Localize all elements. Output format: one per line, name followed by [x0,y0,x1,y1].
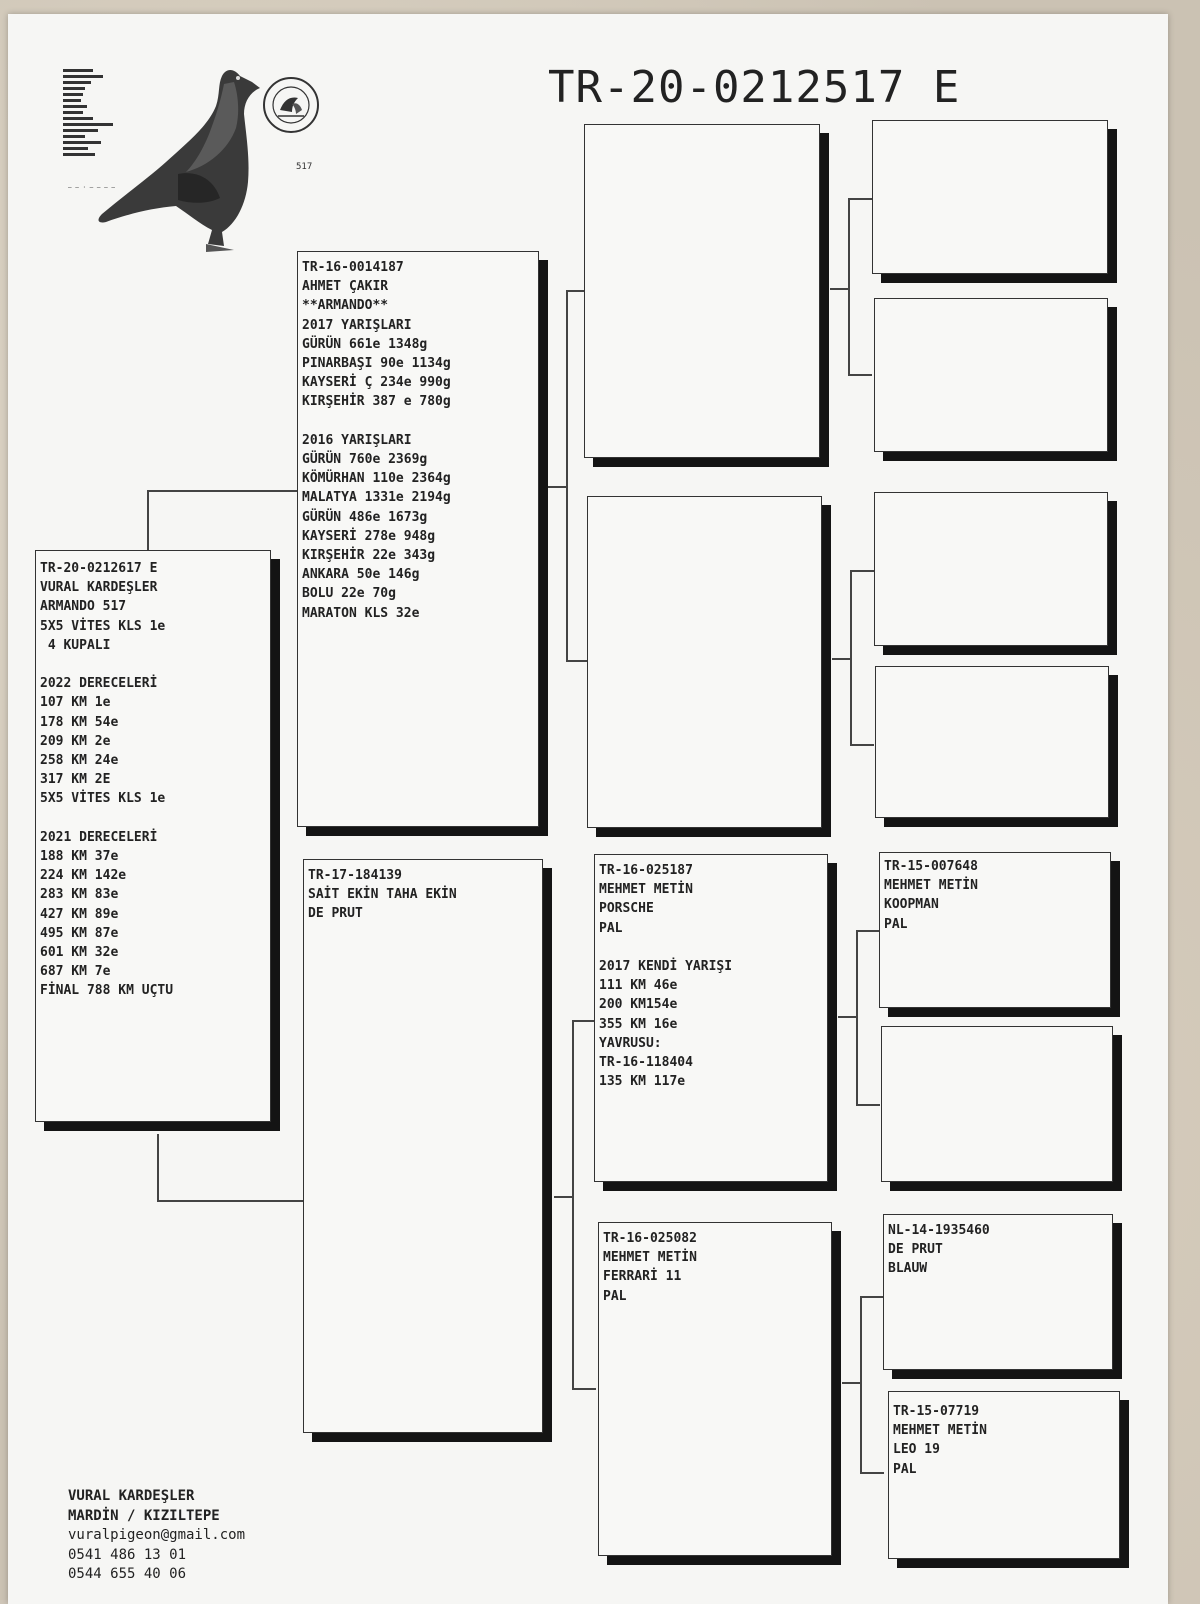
connector-line [554,1196,574,1198]
box-line: TR-20-0212617 E [40,561,158,576]
box-line: PAL [884,916,908,932]
connector-line [572,1388,596,1390]
ggp-box-8 [888,1391,1120,1559]
box-line: 5X5 VİTES KLS 1e [40,618,166,634]
box-line: 355 KM 16e [599,1016,678,1032]
dam-box [303,859,543,1433]
box-line: MEHMET METİN [893,1423,987,1439]
box-line: ANKARA 50e 146g [302,567,420,583]
connector-line [842,1382,862,1384]
box-line: TR-17-184139 [308,868,402,883]
connector-line [848,198,872,200]
box-line: PORSCHE [599,901,654,917]
box-line: KÖMÜRHAN 110e 2364g [302,471,451,487]
pedigree-sheet [8,14,1168,1604]
box-line: 258 KM 24e [40,753,119,769]
connector-line [572,1020,574,1388]
box-line: KIRŞEHİR 387 e 780g [302,394,451,410]
connector-line [157,1200,307,1202]
box-line: 687 KM 7e [40,964,111,980]
box-line: MEHMET METİN [599,882,693,898]
connector-line [848,374,872,376]
dam-sire-box [594,854,828,1182]
club-seal-icon [262,76,320,134]
box-line: MEHMET METİN [884,878,978,894]
box-line: 427 KM 89e [40,906,119,922]
box-line: PAL [893,1461,917,1477]
box-line: AHMET ÇAKIR [302,279,389,295]
box-line: PINARBAŞI 90e 1134g [302,356,451,372]
box-line: MALATYA 1331e 2194g [302,490,451,506]
breeder-email: vuralpigeon@gmail.com [68,1527,246,1543]
connector-line [848,198,850,374]
sire-dam-box [587,496,822,828]
logo-number: 517 [296,162,313,172]
box-line: 209 KM 2e [40,733,111,749]
connector-line [566,290,568,660]
box-line: 135 KM 117e [599,1074,686,1090]
box-line: DE PRUT [888,1242,943,1258]
breeder-phone-2: 0544 655 40 06 [68,1566,187,1582]
connector-line [566,660,588,662]
connector-line [856,1104,880,1106]
breeder-contact [68,1487,245,1585]
box-line: GÜRÜN 760e 2369g [302,452,428,468]
box-line: DE PRUT [308,906,363,922]
box-line: 2017 YARIŞLARI [302,317,412,333]
box-line: 107 KM 1e [40,695,111,711]
breeder-name: VURAL KARDEŞLER [68,1488,195,1504]
box-line: 317 KM 2E [40,772,111,788]
box-line: MEHMET METİN [603,1250,697,1266]
box-line: LEO 19 [893,1442,940,1458]
box-line: 2022 DERECELERİ [40,676,158,692]
box-line: KAYSERİ 278e 948g [302,528,436,544]
logo-signature-line: — — · — — — — [68,184,115,191]
connector-line [147,490,149,552]
connector-line [860,1472,884,1474]
box-line: BLAUW [888,1261,928,1277]
box-line [599,938,823,957]
box-line: KAYSERİ Ç 234e 990g [302,375,451,391]
box-line: 188 KM 37e [40,849,119,865]
ggp-box-5 [879,852,1111,1008]
box-line: TR-16-118404 [599,1055,693,1071]
box-line: 111 KM 46e [599,978,678,994]
ggp-box-2 [874,298,1108,452]
box-line: SAİT EKİN TAHA EKİN [308,887,457,903]
connector-line [572,1020,596,1022]
connector-line [856,930,858,1104]
pigeon-logo-icon [88,54,278,264]
box-line [40,655,266,674]
breeder-phone-1: 0541 486 13 01 [68,1546,187,1563]
connector-line [566,290,586,292]
box-line: MARATON KLS 32e [302,605,420,621]
box-line: 283 KM 83e [40,887,119,903]
box-line: YAVRUSU: [599,1035,662,1051]
box-line [302,412,534,431]
ggp-box-6 [881,1026,1113,1182]
box-line: VURAL KARDEŞLER [40,580,158,596]
box-line: PAL [603,1288,627,1304]
ggp-box-4 [875,666,1109,818]
box-line: 200 KM154e [599,997,678,1013]
box-line: 2021 DERECELERİ [40,829,158,845]
connector-line [856,930,880,932]
box-line: TR-16-025187 [599,863,693,878]
box-line: KOOPMAN [884,897,939,913]
pigeon-box [35,550,271,1122]
breeder-city: MARDİN / KIZILTEPE [68,1507,220,1524]
box-line [40,809,266,828]
sire-box [297,251,539,827]
box-line: GÜRÜN 661e 1348g [302,336,428,352]
connector-line [850,570,852,744]
box-line: KIRŞEHİR 22e 343g [302,548,436,564]
box-line: BOLU 22e 70g [302,586,396,602]
box-line: 4 KUPALI [40,637,111,653]
box-line: TR-16-0014187 [302,260,404,275]
connector-line [838,1016,858,1018]
box-line: FERRARİ 11 [603,1269,682,1285]
box-line: NL-14-1935460 [888,1223,990,1238]
box-line: FİNAL 788 KM UÇTU [40,983,174,999]
pedigree-number-title: TR-20-0212517 E [548,62,961,113]
dam-dam-box [598,1222,832,1556]
ggp-box-7 [883,1214,1113,1370]
connector-line [147,490,299,492]
box-line: 224 KM 142e [40,868,127,884]
box-line: 178 KM 54e [40,714,119,730]
box-line: **ARMANDO** [302,298,389,314]
box-line: 495 KM 87e [40,925,119,941]
box-line: PAL [599,920,623,936]
connector-line [832,658,852,660]
box-line: TR-15-07719 [893,1404,980,1419]
connector-line [157,1134,159,1200]
sire-sire-box [584,124,820,458]
connector-line [830,288,850,290]
ggp-box-3 [874,492,1108,646]
connector-line [548,486,568,488]
ggp-box-1 [872,120,1108,274]
box-line: 5X5 VİTES KLS 1e [40,791,166,807]
box-line: TR-15-007648 [884,859,978,874]
connector-line [860,1296,884,1298]
box-line: 2017 KENDİ YARIŞI [599,959,733,975]
box-line: 601 KM 32e [40,945,119,961]
box-line: ARMANDO 517 [40,599,127,615]
connector-line [850,744,874,746]
box-line: 2016 YARIŞLARI [302,432,412,448]
connector-line [860,1296,862,1472]
box-line: GÜRÜN 486e 1673g [302,509,428,525]
box-line: TR-16-025082 [603,1231,697,1246]
connector-line [850,570,874,572]
